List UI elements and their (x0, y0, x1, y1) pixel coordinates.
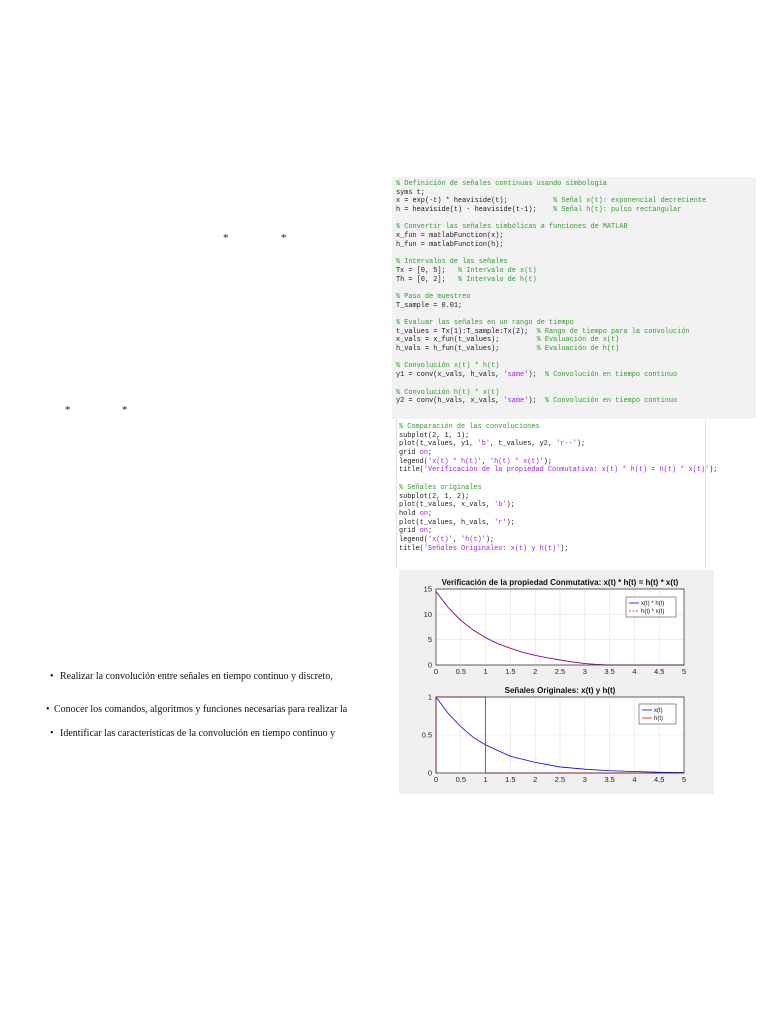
objective-text: Conocer los comandos, algoritmos y funciones necesarias para realizar la (54, 704, 348, 715)
code-line (399, 501, 705, 510)
code-token: ); (576, 440, 586, 449)
x-tick-label: 3.5 (604, 667, 615, 676)
code-token: x_fun = matlabFunction(x); (396, 232, 504, 241)
x-tick-label: 0.5 (455, 667, 467, 676)
code-line (396, 250, 756, 259)
x-tick-label: 5 (681, 775, 687, 784)
code-token: ; (427, 449, 433, 458)
code-line (399, 536, 705, 545)
code-string: on (419, 449, 428, 458)
code-line (396, 189, 756, 198)
code-comment: % Paso de muestreo (396, 292, 471, 301)
asterisk-mark: * (281, 232, 287, 244)
y-tick-label: 0.5 (421, 730, 432, 740)
code-comment: % Evaluar las señales en un rango de tiempo (396, 319, 574, 327)
code-string: 'same' (503, 397, 529, 406)
code-token: y1 = conv(x_vals, h_vals, (396, 371, 504, 380)
x-tick-label: 3 (582, 775, 587, 784)
code-string: 'Señales Originales: x(t) y h(t)' (423, 544, 561, 553)
code-token: title( (399, 466, 424, 475)
code-token: subplot(2, 1, 1); (399, 431, 470, 440)
x-tick-label: 2.5 (554, 667, 566, 676)
code-token: legend( (399, 535, 428, 544)
code-string: 'x(t)' (427, 535, 453, 544)
objective-item (50, 728, 335, 739)
x-tick-label: 5 (681, 667, 687, 676)
x-tick-label: 1.5 (505, 775, 516, 784)
code-line (399, 493, 705, 502)
code-line (396, 180, 756, 189)
code-line (396, 371, 756, 380)
code-string: 'b' (494, 501, 507, 510)
code-comment: % Convertir las señales simbólicas a funciones de MATLAB (396, 223, 628, 232)
code-token: title( (399, 544, 424, 553)
code-token: x = exp(-t) * heaviside(t); (396, 197, 554, 206)
y-tick-label: 0 (427, 660, 432, 670)
code-line (396, 258, 756, 267)
legend-label: h(t) (654, 716, 663, 723)
code-line (396, 345, 756, 354)
code-comment: % Convolución h(t) * x(t) (396, 388, 500, 397)
legend-label: x(t) (654, 708, 663, 715)
code-line (396, 215, 756, 224)
code-line (396, 197, 756, 206)
bullet-marker: • (50, 671, 54, 682)
code-string: 'h(t) * x(t)' (490, 457, 544, 466)
code-token: plot(t_values, h_vals, (399, 518, 495, 527)
asterisk-mark: * (65, 404, 71, 416)
matlab-code-block-bottom (396, 420, 718, 568)
code-token: plot(t_values, x_vals, (399, 501, 495, 510)
code-string: 'x(t) * h(t)' (427, 457, 482, 466)
code-token: hold (399, 509, 420, 518)
x-tick-label: 2.5 (554, 775, 566, 784)
code-token: legend( (399, 457, 428, 466)
code-string: 'Verificación de la propiedad Conmutativa: x(t) * h(t) = h(t) * x(t)' (423, 466, 710, 475)
code-comment: % Definición de señales continuas usando simbología (396, 180, 607, 188)
bullet-marker: • (46, 704, 50, 715)
code-token: ); (560, 544, 569, 553)
code-token: y2 = conv(h_vals, x_vals, (396, 397, 504, 406)
code-line (399, 519, 705, 528)
code-comment: % Intervalos de las señales (396, 258, 508, 267)
chart-title: Verificación de la propiedad Conmutativa: x(t) * h(t) = h(t) * x(t) (441, 578, 679, 587)
code-line (399, 545, 705, 554)
code-token: T_sample = 0.01; (396, 301, 463, 310)
code-string: on (419, 527, 428, 536)
code-line (396, 284, 756, 293)
x-tick-label: 2 (533, 775, 538, 784)
objective-item (46, 704, 347, 715)
code-token: ); (485, 535, 495, 544)
y-tick-label: 1 (427, 692, 432, 702)
code-token: t_values = Tx(1):T_sample:Tx(2); (396, 327, 537, 336)
code-comment: % Comparación de las convoluciones (399, 423, 540, 431)
code-string: 'r--' (556, 440, 577, 449)
objective-text: Realizar la convolución entre señales en tiempo continuo y discreto, (60, 671, 333, 682)
matlab-code-block-top (392, 177, 756, 419)
code-token: Tx = [0, 5]; (396, 266, 459, 275)
code-comment: % Intervalo de x(t) (458, 266, 537, 275)
code-line (396, 302, 756, 311)
x-tick-label: 4.5 (653, 667, 665, 676)
code-line (396, 380, 756, 389)
x-tick-label: 4 (632, 775, 637, 784)
code-line (396, 232, 756, 241)
code-comment: % Señales originales (399, 483, 482, 492)
x-tick-label: 3 (582, 667, 587, 676)
code-line (396, 354, 756, 363)
code-token: h_vals = h_fun(t_values); (396, 345, 537, 354)
x-tick-label: 3.5 (604, 775, 615, 784)
code-line (399, 432, 705, 441)
code-line (399, 466, 718, 475)
code-token: , (481, 457, 490, 466)
legend-label: x(t) * h(t) (641, 601, 665, 608)
x-tick-label: 0.5 (455, 775, 467, 784)
x-tick-label: 1 (483, 775, 488, 784)
bullet-marker: • (50, 728, 54, 739)
objective-item (50, 671, 333, 682)
code-token: subplot(2, 1, 2); (399, 492, 470, 501)
code-line (399, 484, 705, 493)
code-line (396, 319, 756, 328)
code-line (396, 397, 756, 406)
objective-text: Identificar las características de la convolución en tiempo continuo y (60, 728, 336, 739)
code-string: on (419, 509, 428, 518)
code-line (399, 475, 705, 484)
legend-label: h(t) * x(t) (641, 609, 665, 616)
code-comment: % Intervalo de h(t) (458, 275, 537, 284)
x-tick-label: 4 (632, 667, 637, 676)
code-token: , t_values, y2, (489, 440, 557, 449)
code-line (399, 423, 705, 432)
code-token: x_vals = x_fun(t_values); (396, 336, 537, 345)
code-line (399, 458, 705, 467)
code-token: ; (427, 527, 433, 536)
code-line (396, 267, 756, 276)
code-line (396, 206, 756, 215)
code-line (396, 276, 756, 285)
code-line (399, 449, 705, 458)
code-line (396, 328, 756, 337)
x-tick-label: 1.5 (505, 667, 516, 676)
x-tick-label: 1 (483, 667, 488, 676)
code-token: grid (399, 449, 420, 458)
code-token: , (452, 535, 462, 544)
code-comment: % Señal x(t): exponencial decreciente (553, 197, 707, 206)
code-comment: % Convolución en tiempo continuo (544, 371, 678, 380)
code-token: syms t; (396, 188, 425, 197)
code-line (396, 362, 756, 371)
asterisk-mark: * (122, 404, 128, 416)
code-comment: % Evaluación de x(t) (536, 336, 620, 345)
code-token: h = heaviside(t) - heaviside(t-1); (396, 206, 554, 215)
asterisk-mark: * (223, 232, 229, 244)
code-token: plot(t_values, y1, (399, 440, 478, 449)
y-tick-label: 15 (423, 584, 432, 594)
code-token: ); (506, 518, 515, 527)
matlab-figure (399, 570, 714, 794)
code-comment: % Convolución en tiempo continuo (544, 397, 678, 406)
x-tick-label: 2 (533, 667, 538, 676)
code-comment: % Convolución x(t) * h(t) (396, 362, 500, 371)
code-line (396, 310, 756, 319)
code-line (396, 389, 756, 398)
code-line (399, 440, 705, 449)
code-token: h_fun = matlabFunction(h); (396, 240, 504, 249)
code-string: 'r' (494, 518, 507, 527)
code-string: 'b' (477, 440, 490, 449)
code-line (396, 336, 756, 345)
code-token: ); (528, 371, 545, 380)
code-string: 'h(t)' (461, 535, 486, 544)
y-tick-label: 10 (423, 609, 432, 619)
x-tick-label: 4.5 (653, 775, 665, 784)
code-comment: % Evaluación de h(t) (536, 345, 620, 354)
code-line (399, 527, 705, 536)
chart-title: Señales Originales: x(t) y h(t) (504, 686, 616, 695)
y-tick-label: 5 (427, 635, 432, 645)
code-token: ); (543, 457, 553, 466)
code-token: ); (506, 501, 515, 510)
code-token: ; (427, 509, 433, 518)
x-tick-label: 0 (433, 667, 439, 676)
y-tick-label: 0 (427, 768, 432, 778)
code-line (399, 510, 705, 519)
code-token: grid (399, 527, 420, 536)
code-string: 'same' (503, 371, 529, 380)
x-tick-label: 0 (433, 775, 439, 784)
code-token: ); (709, 466, 718, 475)
code-token: Th = [0, 2]; (396, 275, 459, 284)
code-line (396, 241, 756, 250)
code-comment: % Señal h(t): pulso rectangular (553, 206, 682, 215)
code-line (396, 223, 756, 232)
code-line (396, 293, 756, 302)
code-comment: % Rango de tiempo para la convolución (536, 327, 690, 336)
code-token: ); (528, 397, 545, 406)
